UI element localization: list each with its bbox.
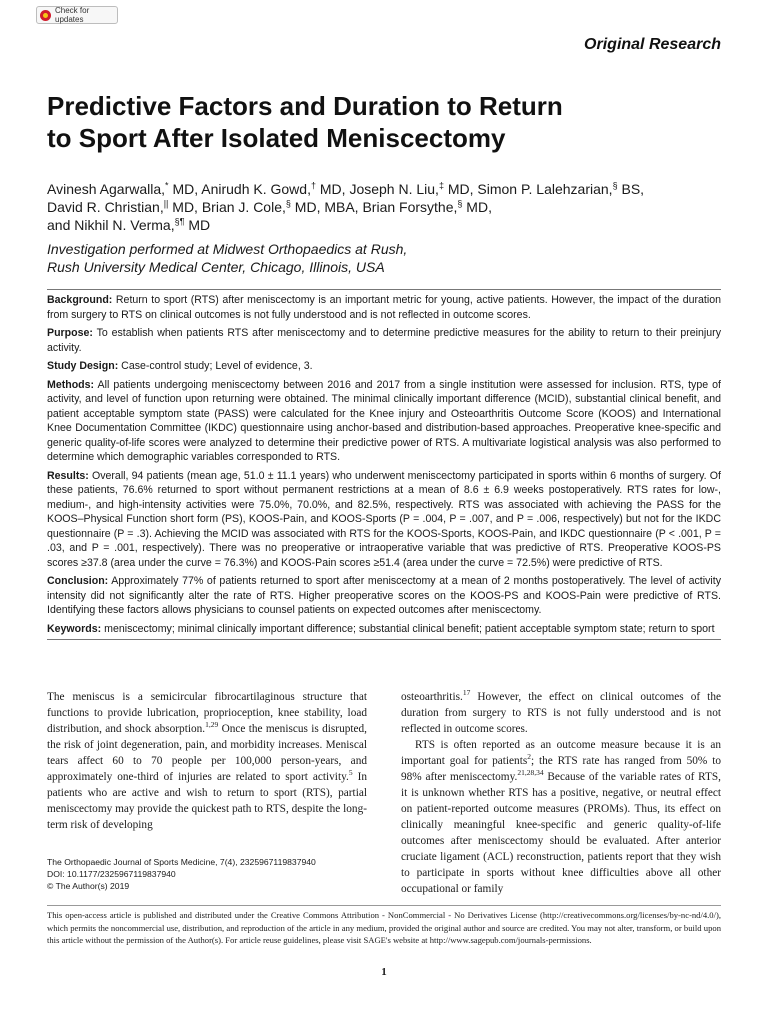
abstract-text: Overall, 94 patients (mean age, 51.0 ± 11.1 years) who underwent meniscectomy participated in sports within 6 months of surgery. Of these patients, 76.6% returned to sport without permanent restrictions at a mean of 8.6 ± 6.9 weeks postoperatively. RTS rates for low-, medium-, and high-intensity activities were 75.0%, 70.0%, and 82.5%, respectively. RTS was associated with achieving the PASS for the KOOS–Physical Function short form (PS), KOOS-Pain, and KOOS-Sports (P = .004, P = .007, and P = .006, respectively) but not for the IKDC questionnaire (P = .3). Achieving the MCID was associated with RTS for the KOOS-Sports, KOOS-Pain, and IKDC questionnaire (P < .001, P = .03, and P = .001, respectively). There was no preoperative or intraoperative variable that was predictive of RTS. Preoperative KOOS-PS scores ≥37.8 (area under the curve = 76.3%) and KOOS-Pain scores ≥51.4 (area under the curve = 72.5%) were predictive of RTS. bbox=[47, 469, 721, 569]
author-name: Joseph N. Liu, bbox=[349, 181, 439, 197]
author-name: Brian J. Cole, bbox=[201, 199, 286, 215]
body-text: RTS is often reported as an outcome measure because it is an important goal for patients bbox=[401, 739, 721, 767]
author-affiliation-mark: || bbox=[163, 198, 169, 209]
citation-link[interactable]: 1,29 bbox=[205, 720, 219, 730]
author-name: Brian Forsythe, bbox=[362, 199, 458, 215]
check-for-updates-button[interactable] bbox=[36, 6, 118, 24]
body-text: Because of the variable rates of RTS, it is unknown whether RTS has a positive, negative, or neutral effect on patient-reported outcome measures (PROMs). Thus, its effect on clinically meaningful knee-specific and generic quality-of-life outcomes after meniscectomy should be evaluated. After anterior cruciate ligament (ACL) reconstruction, patients report that they wish to participate in sports without knee difficulties above all other occupational or family bbox=[401, 771, 721, 895]
abstract-keywords bbox=[47, 622, 721, 637]
body-paragraph bbox=[401, 737, 721, 897]
author-degree: MD, MBA, bbox=[290, 199, 363, 215]
author-name: Anirudh K. Gowd, bbox=[201, 181, 311, 197]
check-for-updates-label: Check for updates bbox=[55, 6, 90, 24]
abstract-methods bbox=[47, 378, 721, 465]
author-line-1 bbox=[47, 180, 737, 198]
author-affiliation-mark: ‡ bbox=[438, 180, 444, 191]
author-degree: MD bbox=[184, 217, 211, 233]
body-column-right bbox=[401, 689, 721, 897]
title-line-2: to Sport After Isolated Meniscectomy bbox=[47, 123, 506, 153]
copyright: © The Author(s) 2019 bbox=[47, 881, 130, 891]
body-text: In patients who are active and wish to return to sport (RTS), partial meniscectomy may provide the quickest path to RTS, despite the long-term risk of developing bbox=[47, 771, 367, 831]
author-affiliation-mark: § bbox=[457, 198, 463, 209]
page-number: 1 bbox=[381, 966, 387, 978]
author-affiliation-mark: § bbox=[285, 198, 291, 209]
author-degree: MD, bbox=[168, 181, 202, 197]
body-text: Once the meniscus is disrupted, the risk of joint degeneration, pain, and morbidity increases. Meniscal tears affect 60 to 70 people per 100,000 person-years, and approximately one-third of injuries are related to sport activity. bbox=[47, 723, 367, 783]
author-degree: MD, bbox=[315, 181, 350, 197]
license-notice: This open-access article is published and distributed under the Creative Commons Attribution - NonCommercial - No Derivatives License (http://creativecommons.org/licenses/by-nc-nd/4.0/), which permits the noncommercial use, distribution, and reproduction of the article in any medium, provided the original author and source are credited. You may not alter, transform, or build upon this article without the permission of the Author(s). For article reuse guidelines, please visit SAGE's website at http://www.sagepub.com/journals-permissions. bbox=[47, 905, 721, 947]
citation-link[interactable]: 21,28,34 bbox=[517, 768, 544, 778]
author-degree: BS, bbox=[617, 181, 645, 197]
abstract-purpose bbox=[47, 326, 721, 355]
section-label: Original Research bbox=[584, 36, 721, 53]
body-text: ; the RTS rate has ranged from 50% to 98% after meniscectomy. bbox=[401, 755, 721, 783]
author-degree: MD, bbox=[462, 199, 492, 215]
abstract-conclusion bbox=[47, 574, 721, 618]
body-paragraph bbox=[47, 689, 367, 833]
abstract-label: Results: bbox=[47, 469, 89, 482]
affiliation-line-1: Investigation performed at Midwest Orthopaedics at Rush, bbox=[47, 241, 408, 257]
abstract-text: Case-control study; Level of evidence, 3. bbox=[118, 360, 313, 372]
author-name: Avinesh Agarwalla, bbox=[47, 181, 166, 197]
author-affiliation-mark: §¶ bbox=[174, 216, 185, 227]
title-line-1: Predictive Factors and Duration to Return bbox=[47, 91, 563, 121]
abstract-text: meniscectomy; minimal clinically important difference; substantial clinical benefit; patient acceptable symptom state; return to sport bbox=[101, 622, 715, 635]
abstract-results bbox=[47, 469, 721, 571]
journal-citation: The Orthopaedic Journal of Sports Medicine, 7(4), 2325967119837940 bbox=[47, 857, 316, 867]
body-text: However, the effect on clinical outcomes of the duration from surgery to RTS is not fully understood and is not reflected in outcome scores. bbox=[401, 691, 721, 735]
article-title bbox=[47, 90, 727, 154]
abstract-label: Keywords: bbox=[47, 622, 102, 635]
body-text: The meniscus is a semicircular fibrocartilaginous structure that functions to provide lubrication, proprioception, knee stability, load distribution, and shock absorption. bbox=[47, 691, 367, 735]
abstract-label: Background: bbox=[47, 294, 113, 306]
affiliation bbox=[47, 240, 737, 276]
body-column-left bbox=[47, 689, 367, 833]
abstract-label: Purpose: bbox=[47, 327, 93, 339]
author-degree: MD, bbox=[443, 181, 478, 197]
author-affiliation-mark: † bbox=[310, 180, 316, 191]
author-name: Simon P. Lalehzarian, bbox=[477, 181, 613, 197]
author-affiliation-mark: § bbox=[612, 180, 618, 191]
author-name: David R. Christian, bbox=[47, 199, 164, 215]
crossmark-icon bbox=[40, 10, 51, 21]
abstract-text: Approximately 77% of patients returned to sport after meniscectomy at a mean of 2 months postoperatively. The level of activity intensity did not significantly alter the rate of RTS. Higher preoperative scores on the KOOS-PS and KOOS-Pain were predictive of RTS. Identifying these factors allows physicians to counsel patients on expected outcomes after meniscectomy. bbox=[47, 575, 721, 616]
abstract-text: All patients undergoing meniscectomy between 2016 and 2017 from a single institution were assessed for inclusion. RTS, type of activity, and level of function upon returning were obtained. The minimal clinically important difference (MCID), substantial clinical benefit, and patient acceptable symptom state (PASS) were calculated for the Knee injury and Osteoarthritis Outcome Score (KOOS) and International Knee Documentation Committee (IKDC) questionnaire using anchor-based and distribution-based approaches. Preoperative knee-specific and generic quality-of-life scores were analyzed to determine their predictive power of RTS. A multivariate logistical analysis was also performed to determine which demographic variables corresponded to RTS. bbox=[47, 378, 721, 463]
body-text: osteoarthritis. bbox=[401, 691, 463, 703]
citation-link[interactable]: 2 bbox=[527, 752, 531, 762]
abstract-text: To establish when patients RTS after meniscectomy and to determine predictive measures for the ability to return to their preinjury activity. bbox=[47, 327, 721, 354]
abstract bbox=[47, 289, 721, 640]
doi-link[interactable]: DOI: 10.1177/2325967119837940 bbox=[47, 869, 176, 879]
abstract-label: Methods: bbox=[47, 378, 95, 391]
abstract-label: Conclusion: bbox=[47, 575, 109, 587]
author-degree: MD, bbox=[168, 199, 202, 215]
author-name: and Nikhil N. Verma, bbox=[47, 217, 175, 233]
author-line-3 bbox=[47, 216, 737, 234]
abstract-study-design bbox=[47, 359, 721, 374]
abstract-text: Return to sport (RTS) after meniscectomy is an important metric for young, active patients. However, the impact of the duration from surgery to RTS on clinical outcomes is not fully understood and is not reflected in outcome scores. bbox=[47, 294, 721, 321]
affiliation-line-2: Rush University Medical Center, Chicago, Illinois, USA bbox=[47, 259, 385, 275]
journal-info bbox=[47, 856, 377, 892]
author-affiliation-mark: * bbox=[165, 180, 169, 191]
body-paragraph bbox=[401, 689, 721, 737]
citation-link[interactable]: 17 bbox=[462, 688, 471, 698]
abstract-label: Study Design: bbox=[47, 360, 119, 372]
author-line-2 bbox=[47, 198, 737, 216]
citation-link[interactable]: 5 bbox=[348, 768, 353, 778]
abstract-background bbox=[47, 293, 721, 322]
author-list bbox=[47, 180, 737, 234]
